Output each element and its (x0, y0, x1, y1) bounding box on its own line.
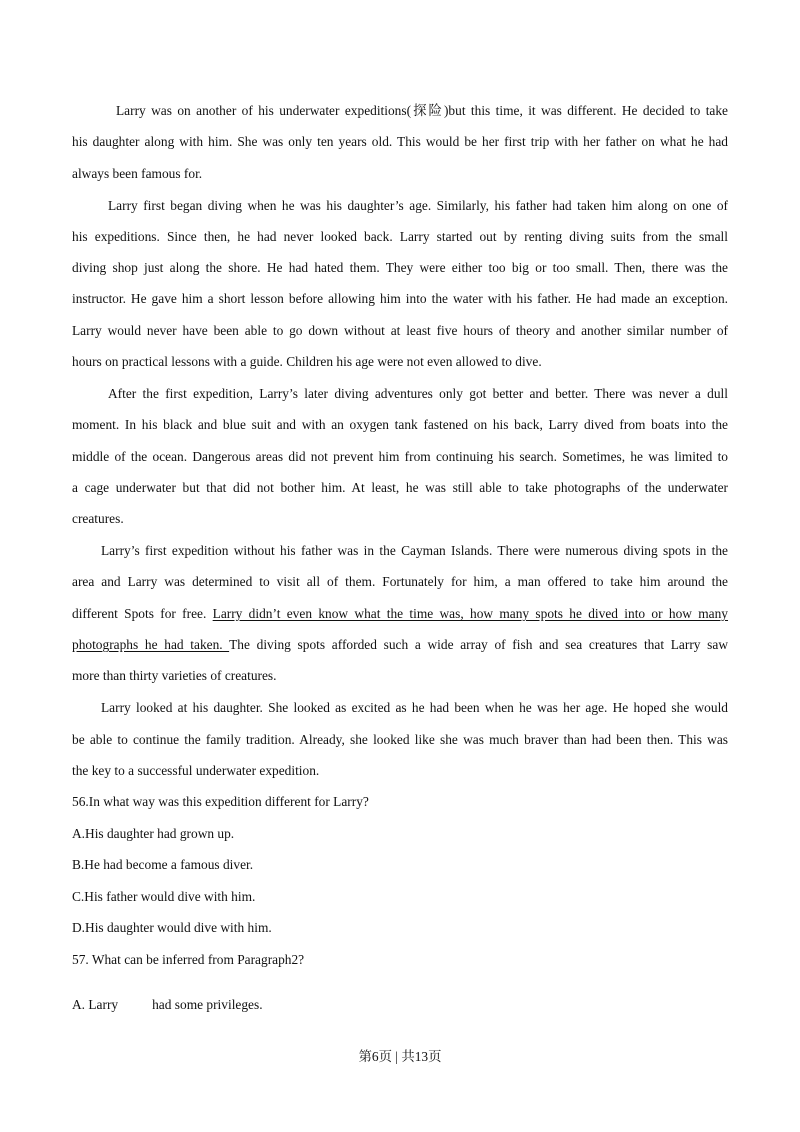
p4-line-3 (72, 605, 728, 623)
p2-line-5: Larry would never have been able to go down without at least five hours of theory and another similar number of (72, 323, 728, 338)
p4-underlined-sentence-part-1: Larry didn’t even know what the time was, how many spots he dived into or how many (212, 606, 729, 621)
p2-line-3: diving shop just along the shore. He had hated them. They were either too big or too small. Then, there was the (72, 260, 728, 275)
page-footer: 第6页 | 共13页 (358, 1049, 442, 1064)
question-57-option-a-label: A. Larry (72, 997, 119, 1012)
p2-line-2: his expeditions. Since then, he had never looked back. Larry started out by renting diving suits from the small (72, 229, 728, 244)
p4-underlined-sentence-part-2: photographs he had taken. (72, 637, 230, 652)
p5-line-1: Larry looked at his daughter. She looked as excited as he had been when he was her age. He hoped she would (101, 700, 728, 715)
p1-line-3: always been famous for. (72, 166, 203, 181)
p2-line-6: hours on practical lessons with a guide. Children his age were not even allowed to dive. (72, 354, 542, 369)
p1-line-1: Larry was on another of his underwater expeditions(探险)but this time, it was different. He decided to take (116, 103, 728, 118)
p4-line-4-plain: The diving spots afforded such a wide array of fish and sea creatures that Larry saw (229, 637, 729, 652)
p4-line-2: area and Larry was determined to visit all of them. Fortunately for him, a man offered to take him around the (72, 574, 728, 589)
p4-line-3-plain: different Spots for free. (72, 606, 213, 621)
p3-line-4: a cage underwater but that did not bother him. At least, he was still able to take photographs of the underwater (72, 480, 728, 495)
p3-line-1: After the first expedition, Larry’s later diving adventures only got better and better. There was never a dull (108, 386, 728, 401)
p5-line-3: the key to a successful underwater expedition. (72, 763, 320, 778)
question-57-option-a-text: had some privileges. (152, 997, 263, 1012)
p2-line-1: Larry first began diving when he was his daughter’s age. Similarly, his father had taken him along on one of (108, 198, 728, 213)
question-56-option-b: B.He had become a famous diver. (72, 857, 254, 872)
p5-line-2: be able to continue the family tradition. Already, she looked like she was much braver than had been then. This was (72, 732, 728, 747)
p4-line-1: Larry’s first expedition without his father was in the Cayman Islands. There were numerous diving spots in the (101, 543, 728, 558)
p4-line-5: more than thirty varieties of creatures. (72, 668, 277, 683)
p1-line-2: his daughter along with him. She was only ten years old. This would be her first trip with her father on what he had (72, 134, 728, 149)
p3-line-5: creatures. (72, 511, 124, 526)
p2-line-4: instructor. He gave him a short lesson before allowing him into the water with his father. He had made an exception. (72, 291, 728, 306)
question-56-option-c: C.His father would dive with him. (72, 889, 256, 904)
question-56-option-d: D.His daughter would dive with him. (72, 920, 272, 935)
question-56-option-a: A.His daughter had grown up. (72, 826, 235, 841)
p3-line-3: middle of the ocean. Dangerous areas did not prevent him from continuing his search. Sometimes, he was limited to (72, 449, 728, 464)
p3-line-2: moment. In his black and blue suit and with an oxygen tank fastened on his back, Larry dived from boats into the (72, 417, 728, 432)
p4-line-4 (72, 636, 728, 654)
question-56-stem: 56.In what way was this expedition different for Larry? (72, 794, 369, 809)
question-57-option-a (72, 996, 728, 1014)
question-57-stem: 57. What can be inferred from Paragraph2? (72, 952, 305, 967)
